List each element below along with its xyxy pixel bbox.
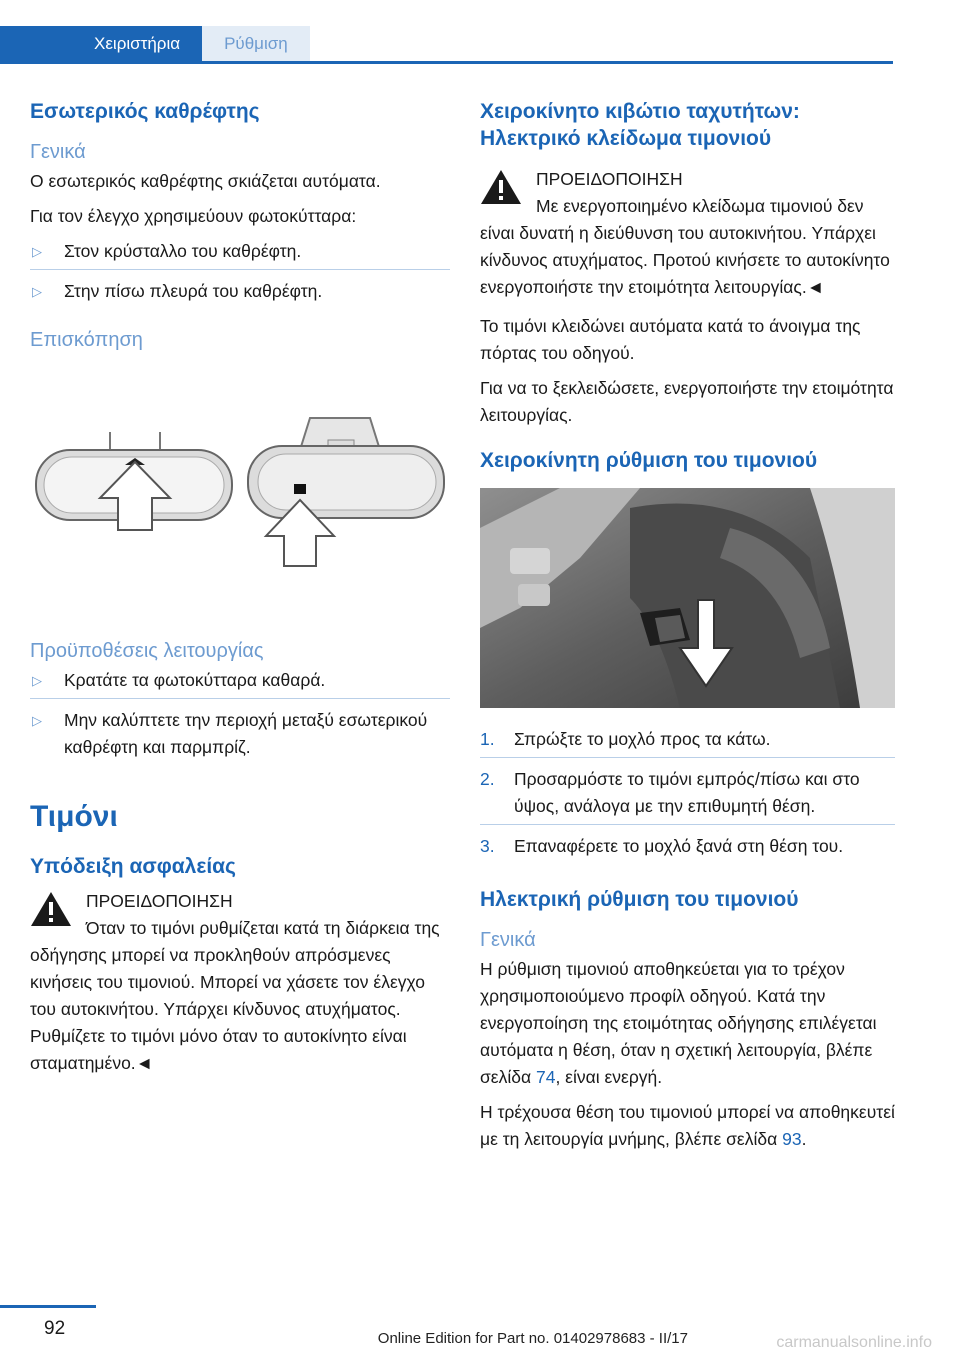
warning-label: ΠΡΟΕΙΔΟΠΟΙΗΣΗ — [86, 891, 233, 911]
list-item: 3. Επαναφέρετε το μοχλό ξανά στη θέση του. — [480, 836, 844, 856]
header-rule — [0, 61, 893, 64]
lock-paragraph-1: Το τιμόνι κλειδώνει αυτόματα κατά το άνοιγμα της πόρτας του οδηγού. — [480, 316, 861, 363]
electric-paragraph-2: Η τρέχουσα θέση του τιμονιού μπορεί να αποθηκευτεί με τη λειτουργία μνήμης, βλέπε σελίδα 93. — [480, 1102, 895, 1149]
page-link[interactable]: 93 — [782, 1129, 802, 1149]
subtitle-overview: Επισκόπηση — [30, 329, 143, 351]
warning-triangle-icon — [480, 168, 522, 206]
list-item: ▷ Στην πίσω πλευρά του καθρέφτη. — [30, 278, 450, 309]
warning-triangle-icon — [30, 890, 72, 928]
photocell-list — [30, 238, 450, 309]
warning-block — [480, 166, 895, 301]
section-title-steering: Τιμόνι — [30, 800, 118, 833]
section-title-steering-lock: Χειροκίνητο κιβώτιο ταχυτήτων: Ηλεκτρικό κλείδωμα τιμονιού — [480, 100, 800, 150]
warning-text: Όταν το τιμόνι ρυθμίζεται κατά τη διάρκεια της οδήγησης μπορεί να προκληθούν απρόσμενες κινήσεις του τιμονιού. Μπορεί να χάσετε τον έλεγχο του αυτοκινήτου. Υπάρχει κίνδυνος ατυχήματος. Ρυθμίζετε το τιμόνι μόνο όταν το αυτοκίνητο είναι σταματημένο.◄ — [30, 918, 440, 1073]
triangle-bullet-icon: ▷ — [32, 713, 42, 728]
warning-text: Με ενεργοποιημένο κλείδωμα τιμονιού δεν είναι δυνατή η διεύθυνση του αυτοκινήτου. Υπάρχει κίνδυνος ατυχήματος. Προτού κινήσετε το αυτοκίνητο ενεργοποιήστε την ετοιμότητα λειτουργίας.◄ — [480, 196, 890, 297]
list-item: 2. Προσαρμόστε το τιμόνι εμπρός/πίσω και στο ύψος, ανάλογα με την επιθυμητή θέση. — [480, 766, 895, 825]
left-column — [30, 98, 450, 1089]
warning-block — [30, 888, 450, 1077]
list-item: 1. Σπρώξτε το μοχλό προς τα κάτω. — [480, 726, 895, 758]
section-title-mirror: Εσωτερικός καθρέφτης — [30, 100, 260, 123]
subtitle-general: Γενικά — [480, 929, 536, 951]
tab-adjustment[interactable]: Ρύθμιση — [202, 26, 310, 62]
mirror-illustration — [30, 410, 450, 610]
section-title-manual-adjustment: Χειροκίνητη ρύθμιση του τιμονιού — [480, 449, 818, 472]
mirror-paragraph-2: Για τον έλεγχο χρησιμεύουν φωτοκύτταρα: — [30, 206, 357, 226]
watermark: carmanualsonline.info — [776, 1334, 932, 1351]
list-item: ▷ Στον κρύσταλλο του καθρέφτη. — [30, 238, 450, 270]
footer-rule — [0, 1305, 96, 1308]
tab-controls[interactable]: Χειριστήρια — [0, 26, 202, 62]
section-title-safety: Υπόδειξη ασφαλείας — [30, 855, 236, 878]
subtitle-requirements: Προϋποθέσεις λειτουργίας — [30, 640, 264, 662]
manual-steps-list — [480, 726, 895, 864]
triangle-bullet-icon: ▷ — [32, 244, 42, 259]
warning-label: ΠΡΟΕΙΔΟΠΟΙΗΣΗ — [536, 169, 683, 189]
requirements-list — [30, 667, 450, 765]
electric-paragraph-1: Η ρύθμιση τιμονιού αποθηκεύεται για το τρέχον χρησιμοποιούμενο προφίλ οδηγού. Κατά την ενεργοποίηση της ετοιμότητας οδήγησης επιλέγεται αυτόματα η θέση, όταν η σχετική λειτουργία, βλέπε σελίδα 74, είναι ενεργή. — [480, 959, 877, 1087]
lock-paragraph-2: Για να το ξεκλειδώσετε, ενεργοποιήστε την ετοιμότητα λειτουργίας. — [480, 378, 894, 425]
section-title-electric-adjustment: Ηλεκτρική ρύθμιση του τιμονιού — [480, 888, 799, 911]
steering-lever-photo — [480, 488, 895, 708]
page-link[interactable]: 74 — [535, 1067, 556, 1087]
header-tabs — [0, 26, 310, 62]
right-column — [480, 98, 895, 1161]
triangle-bullet-icon: ▷ — [32, 673, 42, 688]
mirror-paragraph-1: Ο εσωτερικός καθρέφτης σκιάζεται αυτόματα. — [30, 171, 381, 191]
edition-text: Online Edition for Part no. 01402978683 - II/17 — [377, 1330, 688, 1347]
triangle-bullet-icon: ▷ — [32, 284, 42, 299]
page-number: 92 — [44, 1318, 66, 1339]
list-item: ▷ Μην καλύπτετε την περιοχή μεταξύ εσωτερικού καθρέφτη και παρμπρίζ. — [30, 707, 450, 765]
subtitle-general: Γενικά — [30, 141, 86, 163]
list-item: ▷ Κρατάτε τα φωτοκύτταρα καθαρά. — [30, 667, 450, 699]
